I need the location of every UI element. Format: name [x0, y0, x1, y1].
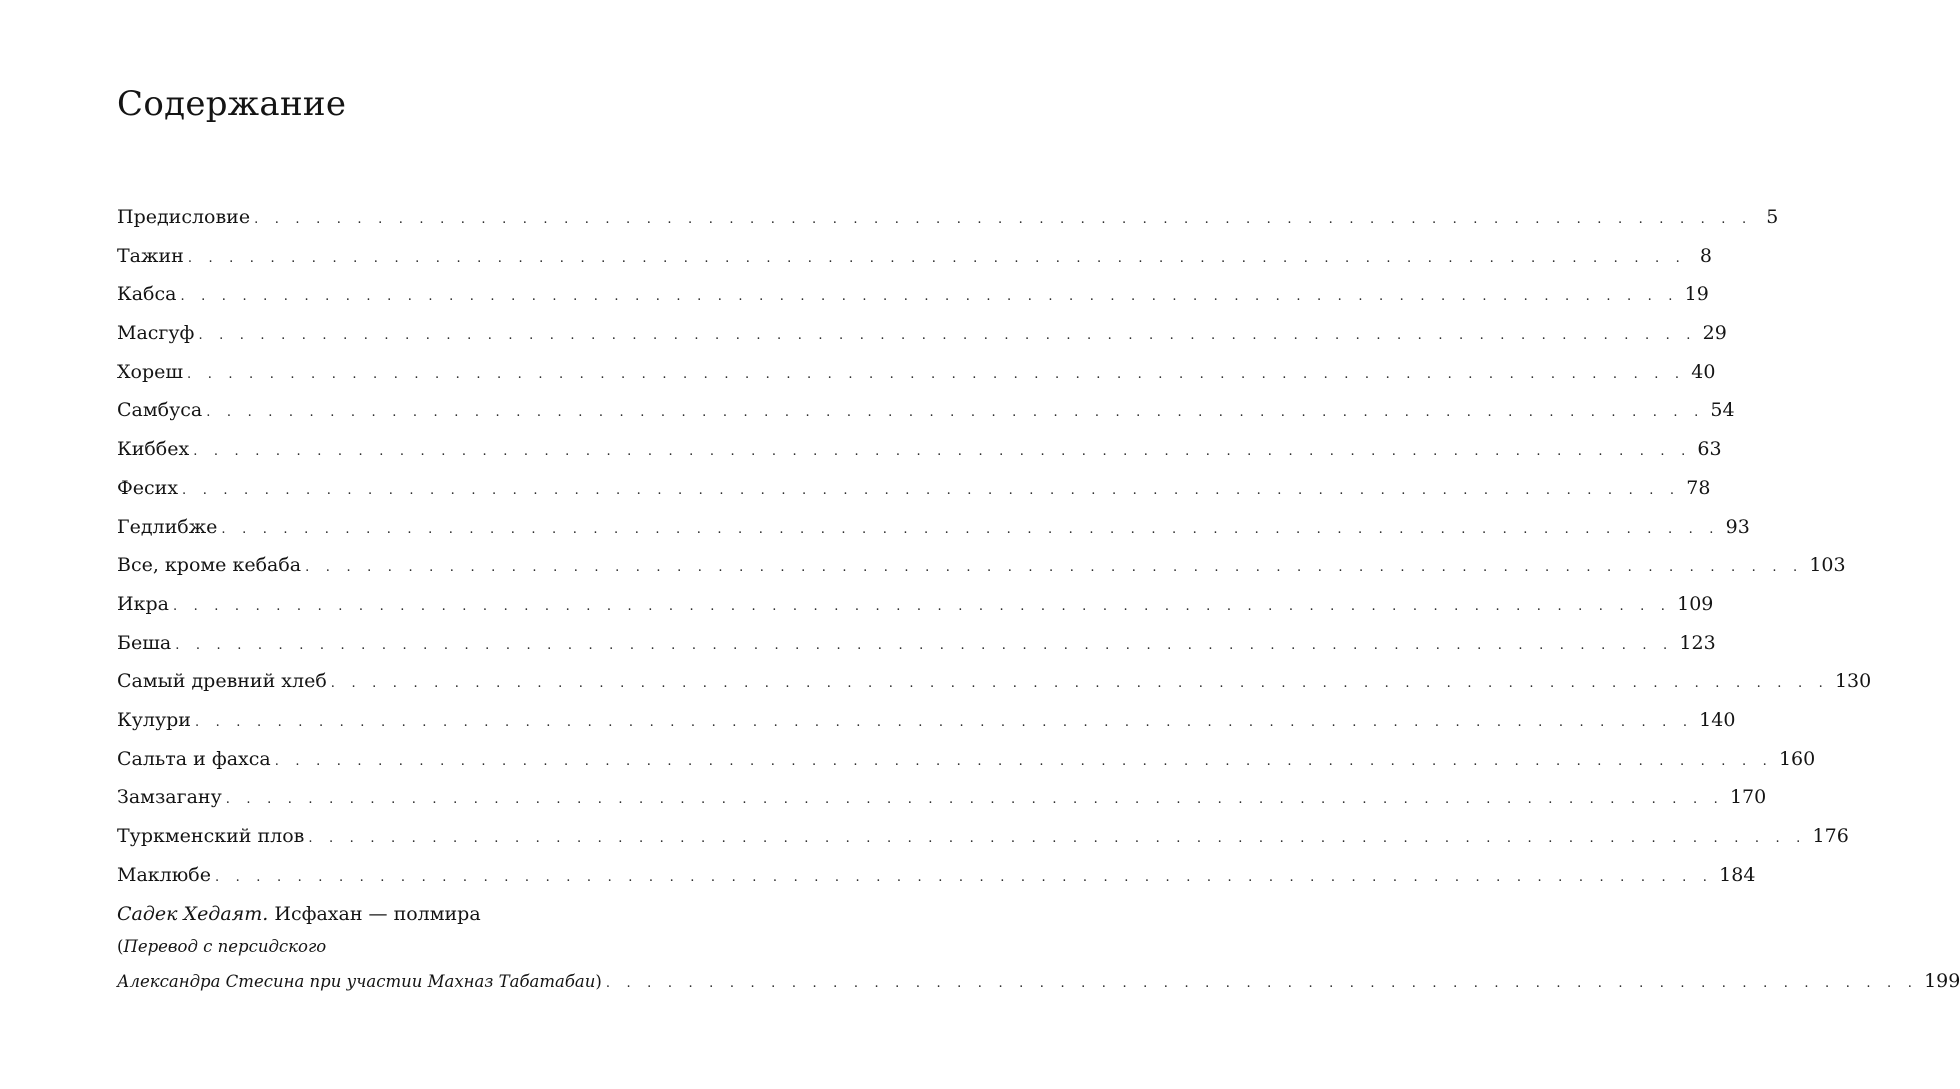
- page-title: Содержание: [117, 84, 347, 124]
- toc-entry: [117, 353, 1716, 392]
- toc-leader-dots: . . . . . . . . . . . . . . . . . . . . . . . . . . . . . . . . . . . . . . . . . . . . . . . . . . . . . . . . . . . . . . . . . . . . . . . . .: [187, 366, 1686, 382]
- final-entry-author: Садек Хедаят.: [117, 903, 269, 925]
- toc-entry: [117, 701, 1736, 740]
- toc-entry: [117, 237, 1712, 276]
- toc-entry-title: Кулури: [117, 708, 191, 731]
- toc-entry-title: Предисловие: [117, 206, 251, 228]
- toc-entry: [117, 662, 1872, 701]
- final-entry-leader-dots: . . . . . . . . . . . . . . . . . . . . . . . . . . . . . . . . . . . . . . . . . . . . . . . . . . . . . . . . . . . . . . . .: [605, 976, 1919, 991]
- toc-entry: [117, 275, 1709, 314]
- toc-leader-dots: . . . . . . . . . . . . . . . . . . . . . . . . . . . . . . . . . . . . . . . . . . . . . . . . . . . . . . . . . . . . . . . . . . . . . . . . .: [206, 405, 1705, 421]
- toc-entry-title: Хореш: [117, 360, 184, 383]
- toc-leader-dots: . . . . . . . . . . . . . . . . . . . . . . . . . . . . . . . . . . . . . . . . . . . . . . . . . . . . . . . . . . . . . . . . . . . . . . . . .: [274, 753, 1773, 769]
- toc-entry-page-number: 93: [1725, 515, 1750, 538]
- toc-entry-page-number: 184: [1719, 863, 1756, 886]
- toc-leader-dots: . . . . . . . . . . . . . . . . . . . . . . . . . . . . . . . . . . . . . . . . . . . . . . . . . . . . . . . . . . . . . . . . . . . . . . . . .: [254, 212, 1753, 227]
- toc-entry-title: Фесих: [117, 476, 179, 499]
- table-of-contents: [117, 198, 1872, 894]
- toc-entry-title: Замзагану: [117, 786, 222, 809]
- toc-entry-title: Кабса: [117, 283, 177, 306]
- toc-leader-dots: . . . . . . . . . . . . . . . . . . . . . . . . . . . . . . . . . . . . . . . . . . . . . . . . . . . . . . . . . . . . . . . . . . . . . . . . .: [214, 869, 1714, 885]
- final-entry-page-number: 199: [1924, 970, 1960, 992]
- toc-leader-dots: . . . . . . . . . . . . . . . . . . . . . . . . . . . . . . . . . . . . . . . . . . . . . . . . . . . . . . . . . . . . . . . . . . . . . . . . .: [182, 482, 1681, 498]
- toc-entry: [117, 508, 1750, 547]
- toc-entry: [117, 314, 1727, 353]
- toc-leader-dots: . . . . . . . . . . . . . . . . . . . . . . . . . . . . . . . . . . . . . . . . . . . . . . . . . . . . . . . . . . . . . . . . . . . . . . . . .: [175, 637, 1674, 653]
- final-entry-note-line2: [117, 962, 1960, 1003]
- final-entry-paren-close: ): [595, 972, 602, 991]
- toc-entry-title: Гедлибже: [117, 515, 218, 538]
- toc-leader-dots: . . . . . . . . . . . . . . . . . . . . . . . . . . . . . . . . . . . . . . . . . . . . . . . . . . . . . . . . . . . . . . . . . . . . . . . . .: [225, 792, 1724, 808]
- toc-entry-page-number: 5: [1766, 206, 1779, 228]
- toc-entry-page-number: 40: [1691, 360, 1716, 383]
- toc-entry: [117, 817, 1849, 856]
- toc-entry-title: Киббех: [117, 438, 190, 461]
- toc-entry-title: Сальта и фахса: [117, 747, 271, 770]
- toc-entry-page-number: 176: [1812, 825, 1849, 847]
- final-entry-note-text1: Перевод с персидского: [123, 937, 327, 956]
- toc-entry-page-number: 63: [1697, 438, 1722, 461]
- toc-entry-page-number: 8: [1699, 244, 1712, 267]
- toc-entry-title: Тажин: [117, 244, 184, 267]
- toc-entry: [117, 585, 1714, 624]
- final-entry-note-text2: Александра Стесина при участии Махназ Табатабаи: [117, 972, 596, 991]
- toc-entry-page-number: 109: [1677, 592, 1714, 615]
- toc-entry-title: Икра: [117, 592, 169, 615]
- toc-entry: [117, 856, 1756, 895]
- toc-entry-title: Беша: [117, 631, 172, 654]
- toc-entry: [117, 546, 1846, 585]
- toc-entry-title: Туркменский плов: [117, 825, 305, 847]
- toc-leader-dots: . . . . . . . . . . . . . . . . . . . . . . . . . . . . . . . . . . . . . . . . . . . . . . . . . . . . . . . . . . . . . . . . . . . . . . . . .: [221, 521, 1720, 537]
- toc-entry-page-number: 140: [1699, 708, 1736, 731]
- toc-leader-dots: . . . . . . . . . . . . . . . . . . . . . . . . . . . . . . . . . . . . . . . . . . . . . . . . . . . . . . . . . . . . . . . . . . . . . . . . .: [308, 831, 1807, 846]
- toc-leader-dots: . . . . . . . . . . . . . . . . . . . . . . . . . . . . . . . . . . . . . . . . . . . . . . . . . . . . . . . . . . . . . . . . . . . . . . . . .: [172, 598, 1672, 614]
- toc-entry: [117, 391, 1735, 430]
- toc-entry-page-number: 123: [1679, 631, 1716, 654]
- toc-entry: [117, 198, 1779, 237]
- toc-leader-dots: . . . . . . . . . . . . . . . . . . . . . . . . . . . . . . . . . . . . . . . . . . . . . . . . . . . . . . . . . . . . . . . . . . . . . . . . .: [330, 676, 1829, 692]
- final-entry-note-text2-wrap: [117, 963, 606, 1001]
- toc-entry-page-number: 19: [1684, 283, 1709, 306]
- toc-entry-title: Масгуф: [117, 322, 195, 345]
- toc-entry: [117, 624, 1716, 663]
- toc-leader-dots: . . . . . . . . . . . . . . . . . . . . . . . . . . . . . . . . . . . . . . . . . . . . . . . . . . . . . . . . . . . . . . . . . . . . . . . . .: [305, 560, 1804, 576]
- toc-entry-title: Самый древний хлеб: [117, 670, 327, 693]
- toc-entry: [117, 469, 1711, 508]
- toc-leader-dots: . . . . . . . . . . . . . . . . . . . . . . . . . . . . . . . . . . . . . . . . . . . . . . . . . . . . . . . . . . . . . . . . . . . . . . . . .: [180, 289, 1679, 305]
- toc-entry-page-number: 103: [1809, 554, 1846, 577]
- toc-entry-final: [117, 896, 1960, 1003]
- toc-leader-dots: . . . . . . . . . . . . . . . . . . . . . . . . . . . . . . . . . . . . . . . . . . . . . . . . . . . . . . . . . . . . . . . . . . . . . . . . .: [193, 444, 1692, 460]
- toc-leader-dots: . . . . . . . . . . . . . . . . . . . . . . . . . . . . . . . . . . . . . . . . . . . . . . . . . . . . . . . . . . . . . . . . . . . . . . . . .: [198, 328, 1697, 344]
- toc-entry-page-number: 130: [1834, 670, 1872, 693]
- final-entry-title: Исфахан — полмира: [274, 903, 481, 925]
- toc-entry-page-number: 54: [1710, 399, 1735, 422]
- toc-leader-dots: . . . . . . . . . . . . . . . . . . . . . . . . . . . . . . . . . . . . . . . . . . . . . . . . . . . . . . . . . . . . . . . . . . . . . . . . .: [187, 250, 1686, 266]
- toc-entry-title: Все, кроме кебаба: [117, 554, 302, 577]
- final-entry-note-line1: [117, 932, 683, 962]
- toc-entry-page-number: 29: [1702, 322, 1727, 345]
- toc-entry: [117, 778, 1767, 817]
- toc-entry-title: Самбуса: [117, 399, 203, 422]
- toc-leader-dots: . . . . . . . . . . . . . . . . . . . . . . . . . . . . . . . . . . . . . . . . . . . . . . . . . . . . . . . . . . . . . . . . . . . . . . . . .: [194, 714, 1694, 730]
- toc-entry-page-number: 170: [1729, 786, 1767, 809]
- toc-entry: [117, 430, 1722, 469]
- toc-entry-page-number: 160: [1778, 747, 1816, 770]
- toc-entry-title: Маклюбе: [117, 863, 211, 886]
- toc-entry: [117, 740, 1816, 779]
- toc-entry-page-number: 78: [1686, 476, 1711, 499]
- final-entry-paren-open: (: [117, 937, 124, 956]
- final-entry-heading: [117, 896, 683, 932]
